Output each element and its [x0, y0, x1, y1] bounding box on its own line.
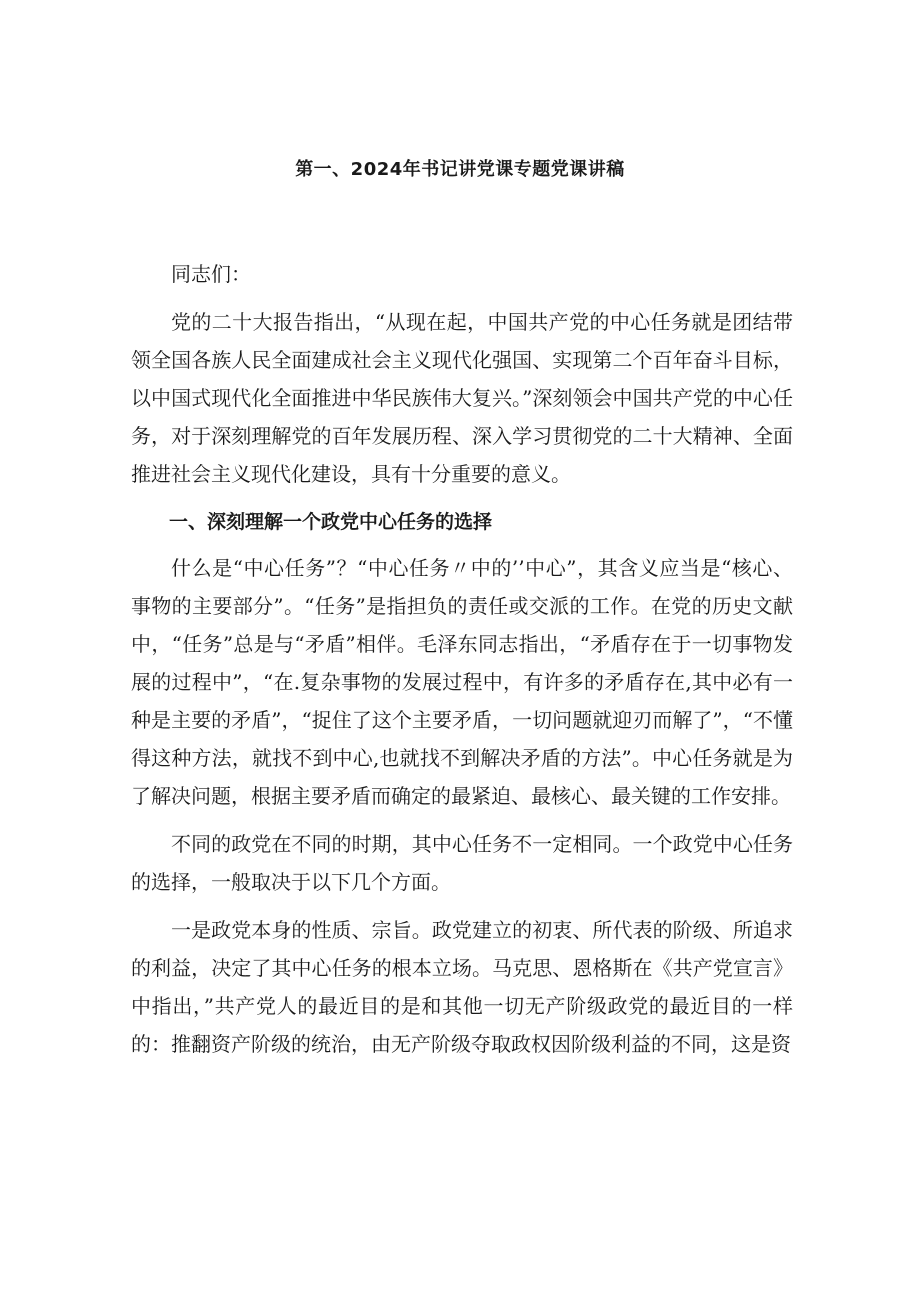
document-body [131, 255, 793, 1073]
section-heading: 一、深刻理解一个政党中心任务的选择 [169, 511, 493, 533]
section-paragraph-3: 一是政党本身的性质、宗旨。政党建立的初衷、所代表的阶级、所追求的利益，决定了其中心任务的根本立场。马克思、恩格斯在《共产党宣言》中指出，”共产党人的最近目的是和其他一切无产阶级政党的最近目的一样的：推翻资产阶级的统治，由无产阶级夺取政权因阶级利益的不同，这是资 [131, 918, 793, 1056]
section-paragraph-2: 不同的政党在不同的时期，其中心任务不一定相同。一个政党中心任务的选择，一般取决于以下几个方面。 [131, 832, 793, 894]
section-paragraph-1: 什么是“中心任务”？“中心任务〃中的’’中心”，其含义应当是“核心、事物的主要部分”。“任务”是指担负的责任或交派的工作。在党的历史文献中，“任务”总是与“矛盾”相伴。毛泽东同志指出，“矛盾存在于一切事物发展的过程中”，“在.复杂事物的发展过程中，有许多的矛盾存在,其中必有一种是主要的矛盾”，“捉住了这个主要矛盾，一切问题就迎刃而解了”，“不懂得这种方法，就找不到中心,也就找不到解决矛盾的方法”。中心任务就是为了解决问题，根据主要矛盾而确定的最紧迫、最核心、最关键的工作安排。 [131, 556, 793, 808]
document-title: 第一、2024年书记讲党课专题党课讲稿 [295, 159, 625, 180]
salutation: 同志们： [171, 262, 251, 286]
intro-paragraph: 党的二十大报告指出，“从现在起，中国共产党的中心任务就是团结带领全国各族人民全面建成社会主义现代化强国、实现第二个百年奋斗目标，以中国式现代化全面推进中华民族伟大复兴。”深刻领会中国共产党的中心任务，对于深刻理解党的百年发展历程、深入学习贯彻党的二十大精神、全面推进社会主义现代化建设，具有十分重要的意义。 [131, 310, 793, 486]
